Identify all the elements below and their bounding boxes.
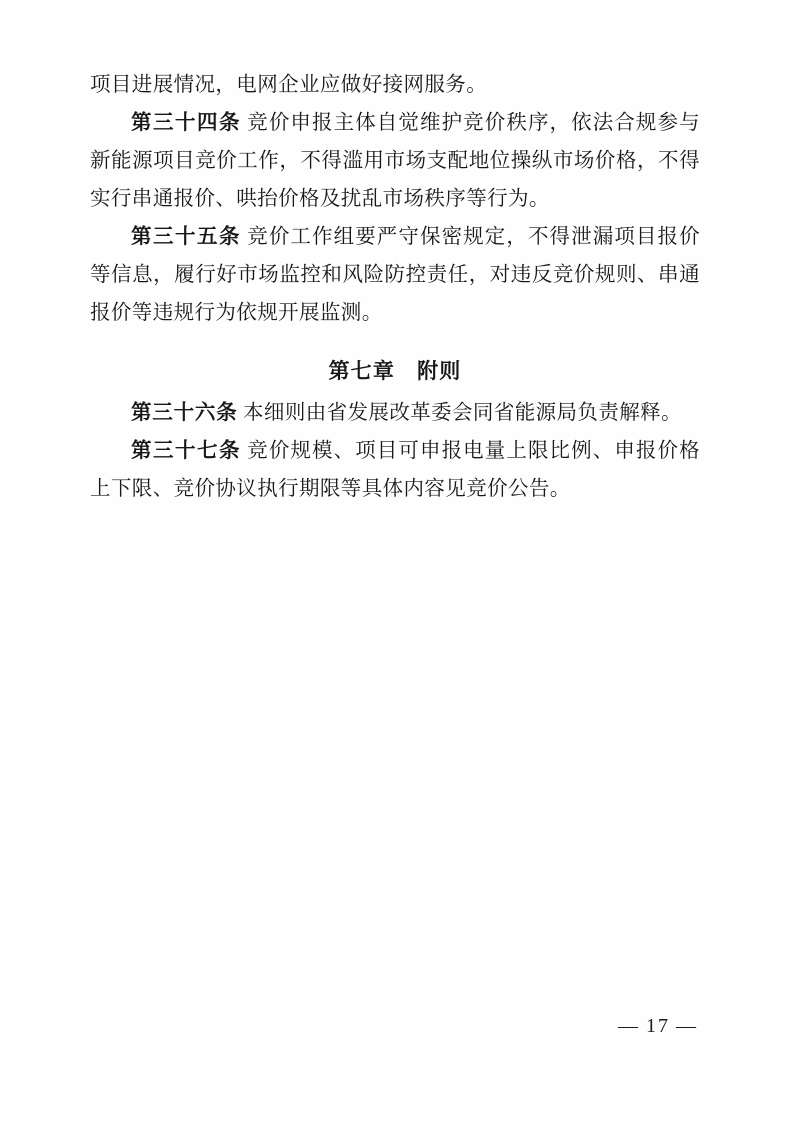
page-number-right-dash: —: [676, 1015, 698, 1037]
article-37-text: 竞价规模、项目可申报电量上限比例、申报价格上下限、竞价协议执行期限等具体内容见竞价公告。: [90, 440, 701, 500]
page-number-footer: [0, 1015, 704, 1038]
document-body: [90, 66, 700, 508]
article-35-text: 竞价工作组要严守保密规定，不得泄漏项目报价等信息，履行好市场监控和风险防控责任，对违反竞价规则、串通报价等违规行为依规开展监测。: [90, 226, 701, 324]
article-34-label: 第三十四条: [131, 112, 241, 134]
article-36-label: 第三十六条: [131, 402, 238, 424]
chapter-number: 第七章: [328, 359, 396, 383]
article-36-text: 本细则由省发展改革委会同省能源局负责解释。: [243, 402, 682, 424]
article-35-label: 第三十五条: [131, 226, 241, 248]
chapter-title: 附则: [417, 359, 462, 383]
article-35: [90, 218, 700, 332]
page-number-value: 17: [646, 1015, 670, 1037]
article-37: [90, 432, 700, 508]
paragraph-text: 项目进展情况，电网企业应做好接网服务。: [90, 74, 488, 96]
page-number-left-dash: —: [618, 1015, 640, 1037]
article-37-label: 第三十七条: [131, 440, 241, 462]
article-36: [90, 394, 700, 432]
article-34-text: 竞价申报主体自觉维护竞价秩序，依法合规参与新能源项目竞价工作，不得滥用市场支配地位操纵市场价格，不得实行串通报价、哄抬价格及扰乱市场秩序等行为。: [90, 112, 701, 210]
chapter-heading-7: [90, 332, 700, 394]
paragraph-continuation: [90, 66, 700, 104]
article-34: [90, 104, 700, 218]
